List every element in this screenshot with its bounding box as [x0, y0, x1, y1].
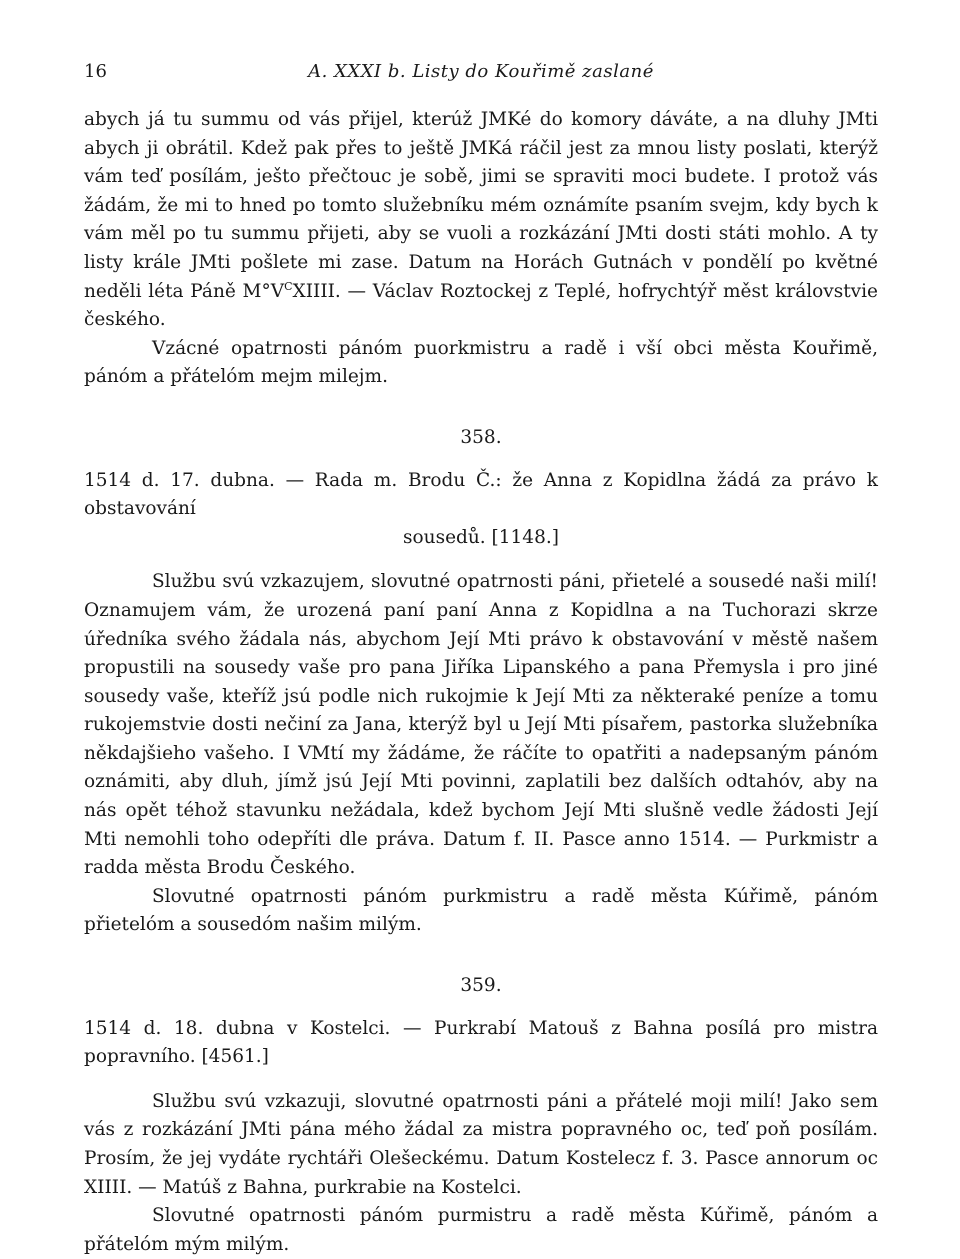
regest-line: 1514 d. 18. dubna v Kostelci. — Purkrabí Matouš z Bahna posílá pro mistra popravního. [4561.]	[84, 1017, 878, 1068]
document-address: Slovutné opatrnosti pánóm purkmistru a radě města Kúřimě, pánóm přietelóm a sousedóm našim milým.	[84, 885, 878, 936]
page	[84, 58, 878, 1259]
regest	[84, 467, 878, 553]
intro-superscript: C	[284, 279, 293, 293]
intro-paragraph	[84, 106, 878, 335]
document-body: Službu svú vzkazuji, slovutné opatrnosti páni a přátelé moji milí! Jako sem vás z rozkázání JMti pána mého žádal za mistra popravného oc, teď poň posílám. Prosím, že jej vydáte rychtáři Olešeckému. Datum Kostelecz f. 3. Pasce annorum oc XIIII. — Matúš z Bahna, purkrabie na Kostelci.	[84, 1090, 878, 1198]
document-358	[84, 424, 878, 940]
intro-tail: XIIII. — Václav Roztockej z Teplé, hofrychtýř měst královstvie českého.	[84, 280, 878, 331]
page-header	[84, 58, 878, 88]
regest	[84, 1015, 878, 1072]
document-body: Službu svú vzkazujem, slovutné opatrnosti páni, přietelé a sousedé naši milí! Oznamujem vám, že urozená paní paní Anna z Kopidlna a na Tuchorazi skrze úředníka svého žádala nás, abychom Její Mti právo k obstavování v městě našem propustili na sousedy vaše pro pana Jiříka Lipanského a pana Přemysla i pro jiné sousedy vaše, kteříž jsú podle nich rukojmie k Její Mti za některaké peníze a tomu rukojemstvie dosti nečiní za Jana, kterýž byl u Její Mti písařem, pastorka služebníka někdajšieho vašeho. I VMtí my žádáme, že ráčíte to opatřiti a nadepsaným pánóm oznámiti, aby dluh, jímž jsú Její Mti povinni, zaplatili bez dalších odtahóv, aby na nás opět téhož stavunku nežádala, kdež bychom Její Mti slušně vedle žádosti Její Mti nemohli toho odepříti dle práva. Datum f. II. Pasce anno 1514. — Purkmistr a radda města Brodu Českého.	[84, 571, 878, 879]
document-359	[84, 972, 878, 1259]
regest-line: 1514 d. 17. dubna. — Rada m. Brodu Č.: že Anna z Kopidlna žádá za právo k obstavování	[84, 469, 878, 520]
document-number: 358.	[460, 426, 502, 448]
intro-text: abych já tu summu od vás přijel, kterúž JMKé do komory dáváte, a na dluhy JMti abych ji obrátil. Kdež pak přes to ještě JMKá ráčil jest za mnou listy poslati, kterýž vám teď posílám, ješto přečtouc je sobě, jimi se spraviti moci budete. I protož vás žádám, že mi to hned po tomto služebníku mém oznámíte psaním svejm, kdy bych k vám měl po tu summu přijeti, aby se vuoli a rozkázání JMti dosti státi mohlo. A ty listy krále JMti pošlete mi zase. Datum na Horách Gutnách v pondělí po květné neděli léta Páně M°V	[84, 109, 878, 302]
intro-address: Vzácné opatrnosti pánóm puorkmistru a radě i vší obci města Kouřimě, pánóm a přátelóm mejm milejm.	[84, 337, 878, 388]
regest-line: sousedů. [1148.]	[403, 526, 559, 548]
running-title: A. XXXI b. Listy do Kouřimě zaslané	[308, 61, 654, 82]
document-address: Slovutné opatrnosti pánóm purmistru a radě města Kúřimě, pánóm a přátelóm mým milým.	[84, 1205, 878, 1255]
page-number: 16	[84, 61, 107, 82]
document-number: 359.	[460, 975, 502, 997]
